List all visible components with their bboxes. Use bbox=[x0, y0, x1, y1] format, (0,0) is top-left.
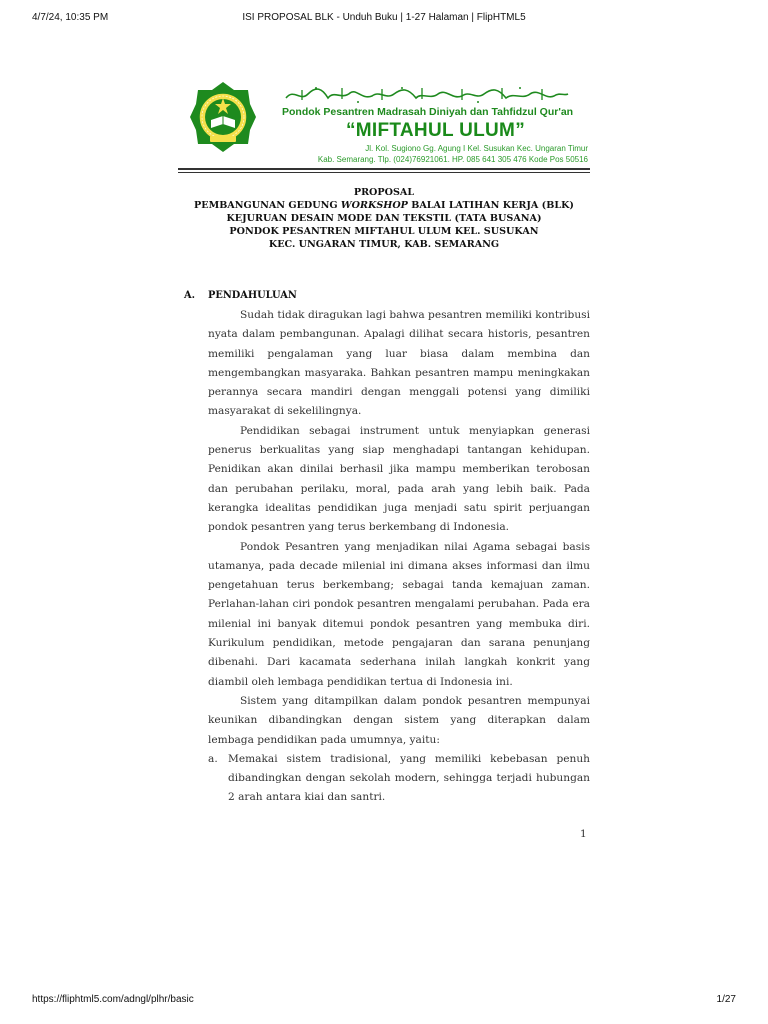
letterhead bbox=[190, 80, 590, 172]
print-header bbox=[32, 12, 736, 23]
section-heading bbox=[184, 290, 297, 301]
arabic-calligraphy bbox=[282, 84, 572, 104]
list-item-text: Memakai sistem tradisional, yang memiliki kebebasan penuh dibandingkan dengan sekolah modern, sehingga terjadi hubungan 2 arah antara kiai dan santri. bbox=[228, 752, 590, 804]
letterhead-subtitle: Pondok Pesantren Madrasah Diniyah dan Tahfidzul Qur'an bbox=[282, 106, 574, 118]
section-title: PENDAHULUAN bbox=[208, 290, 297, 301]
paragraph: Sistem yang ditampilkan dalam pondok pesantren mempunyai keunikan dibandingkan dengan sistem yang diterapkan dalam lembaga pendidikan pada umumnya, yaitu: bbox=[208, 694, 590, 746]
letterhead-address-line1: Jl. Kol. Sugiono Gg. Agung I Kel. Susukan Kec. Ungaran Timur bbox=[365, 144, 588, 153]
letterhead-divider-thin bbox=[178, 172, 590, 173]
print-page-title: ISI PROPOSAL BLK - Unduh Buku | 1-27 Halaman | FlipHTML5 bbox=[242, 12, 526, 23]
paragraph: Sudah tidak diragukan lagi bahwa pesantren memiliki kontribusi nyata dalam pembangunan. Apalagi dilihat secara historis, pesantren memiliki pengalaman yang luar biasa dalam membina dan mengembangkan masyaraka. Bahkan pesantren mampu meningkakan perannya secara mandiri dengan menggali potensi yang dimiliki masyarakat di sekelilingnya. bbox=[208, 309, 590, 418]
list-marker: a. bbox=[208, 752, 218, 765]
title-line-3: KEJURUAN DESAIN MODE DAN TEKSTIL (TATA BUSANA) bbox=[226, 213, 542, 224]
section-number: A. bbox=[184, 290, 196, 301]
print-footer bbox=[32, 994, 736, 1005]
page-number: 1 bbox=[580, 828, 587, 840]
print-url: https://fliphtml5.com/adngl/plhr/basic bbox=[32, 994, 194, 1005]
letterhead-name: “MIFTAHUL ULUM” bbox=[346, 120, 525, 141]
print-datetime: 4/7/24, 10:35 PM bbox=[32, 12, 109, 23]
print-page-count: 1/27 bbox=[716, 994, 736, 1005]
title-line-5: KEC. UNGARAN TIMUR, KAB. SEMARANG bbox=[268, 239, 500, 250]
letterhead-address-line2: Kab. Semarang. Tlp. (024)76921061. HP. 085 641 305 476 Kode Pos 50516 bbox=[317, 155, 588, 164]
letterhead-divider-thick bbox=[178, 168, 590, 170]
title-line-2: PEMBANGUNAN GEDUNG WORKSHOP BALAI LATIHAN KERJA (BLK) bbox=[194, 200, 574, 211]
section-body bbox=[208, 306, 590, 808]
list-item bbox=[208, 750, 590, 808]
pesantren-logo-icon bbox=[190, 80, 256, 154]
paragraph: Pondok Pesantren yang menjadikan nilai Agama sebagai basis utamanya, pada decade milenial ini dimana akses informasi dan ilmu pengetahuan terus berkembang; sebagai tanda kemajuan zaman. Perlahan-lahan ciri pondok pesantren mengalami perubahan. Pada era milenial ini banyak ditemui pondok pesantren yang membuka diri. Kurikulum pendidikan, metode pengajaran dan sarana penunjang dibenahi. Dari kacamata sederhana inilah langkah konkrit yang diambil oleh lembaga pendidikan tertua di Indonesia ini. bbox=[208, 540, 590, 688]
title-line-4: PONDOK PESANTREN MIFTAHUL ULUM KEL. SUSUKAN bbox=[229, 226, 539, 237]
paragraph: Pendidikan sebagai instrument untuk menyiapkan generasi penerus berkualitas yang siap menghadapi tantangan kehidupan. Penidikan akan dinilai berhasil jika mampu memberikan terobosan dan perubahan perilaku, moral, pada arah yang lebih baik. Pada kerangka idealitas pendidikan juga menjadi satu spirit perjuangan pondok pesantren yang terus berkembang di Indonesia. bbox=[208, 424, 590, 534]
title-line-1: PROPOSAL bbox=[353, 187, 415, 198]
proposal-title bbox=[160, 186, 608, 251]
